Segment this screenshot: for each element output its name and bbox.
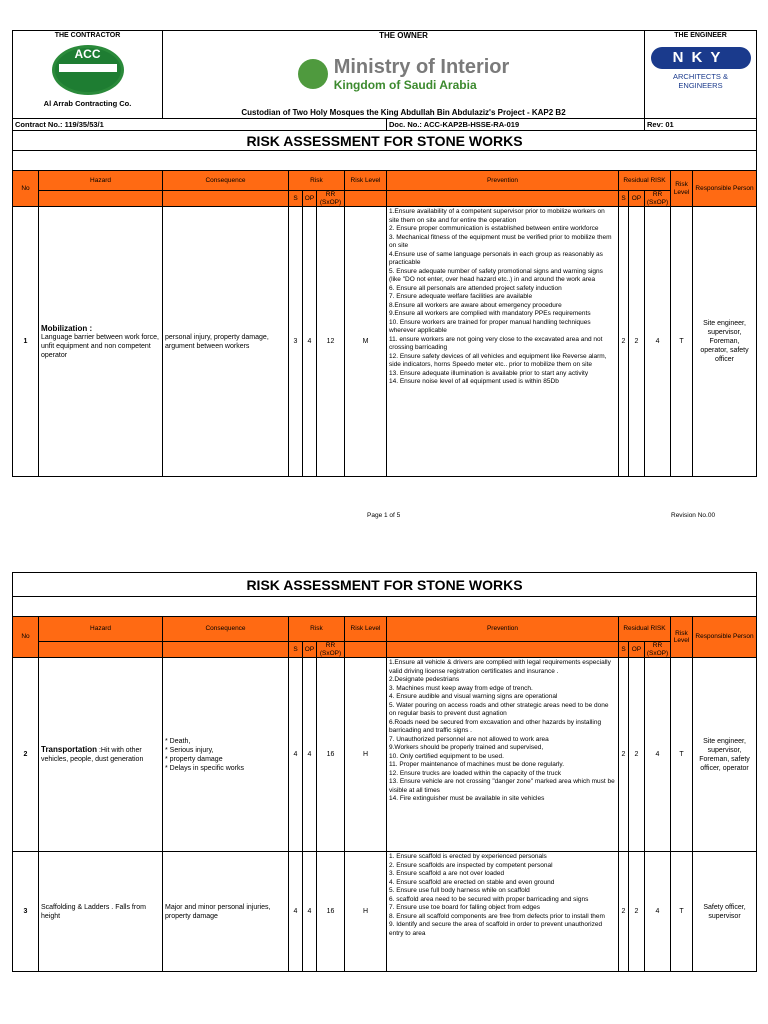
prevention-item: 5. Ensure use full body harness while on scaffold xyxy=(389,887,530,894)
col-prevention: Prevention xyxy=(387,171,619,191)
col-rr: RR (SxOP) xyxy=(645,191,671,207)
residual-risk-level: T xyxy=(671,207,693,477)
col-consequence: Consequence xyxy=(163,171,289,191)
occurrence-probability: 4 xyxy=(303,852,317,972)
hazard-cell xyxy=(39,658,163,852)
col-prevention: Prevention xyxy=(387,617,619,642)
col-s: S xyxy=(289,191,303,207)
owner-logo-cell xyxy=(163,41,645,107)
prevention-item: 5. Ensure adequate number of safety promotional signs and warning signs (like "DO not enter, over head hazard etc..) in and around the work area xyxy=(389,267,603,283)
engineer-subtitle: ARCHITECTS & ENGINEERS xyxy=(673,71,729,90)
risk-level: M xyxy=(345,207,387,477)
residual-risk-rating: 4 xyxy=(645,852,671,972)
prevention-item: 8.Ensure all workers are aware about emergency procedure xyxy=(389,301,562,309)
prevention-item: 6. Ensure all personals are attended project safety induction xyxy=(389,284,562,292)
page-title: RISK ASSESSMENT FOR STONE WORKS xyxy=(13,573,757,597)
prevention-cell xyxy=(387,852,619,972)
revision-number: Rev: 01 xyxy=(645,119,757,131)
col-responsible: Responsible Person xyxy=(693,617,757,658)
prevention-item: 9.Workers should be properly trained and supervised, xyxy=(389,744,544,751)
col-consequence: Consequence xyxy=(163,617,289,642)
nky-logo xyxy=(651,47,751,90)
page-title: RISK ASSESSMENT FOR STONE WORKS xyxy=(13,131,757,151)
col-op: OP xyxy=(303,191,317,207)
prevention-item: 10. Only certified equipment to be used. xyxy=(389,752,504,760)
spacer-row xyxy=(13,151,757,171)
row-number: 1 xyxy=(13,207,39,477)
prevention-item: 14. Fire extinguisher must be available in site vehicles xyxy=(389,795,545,802)
page-one xyxy=(12,30,756,477)
residual-occurrence: 2 xyxy=(629,658,645,852)
prevention-item: 7. Ensure use toe board for falling object from edges xyxy=(389,904,541,911)
col-rr: RR (SxOP) xyxy=(317,642,345,658)
col-s: S xyxy=(289,642,303,658)
consequence-cell: Major and minor personal injuries, property damage xyxy=(163,852,289,972)
prevention-item: 13. Ensure adequate illumination is available prior to start any activity xyxy=(389,369,589,377)
saudi-emblem-icon xyxy=(298,59,328,89)
risk-table-page-two xyxy=(12,572,757,972)
col-risk-level: Risk Level xyxy=(345,171,387,191)
risk-rating: 12 xyxy=(317,207,345,477)
col-hazard: Hazard xyxy=(39,617,163,642)
consequence-cell: personal injury, property damage, argument between workers xyxy=(163,207,289,477)
residual-occurrence: 2 xyxy=(629,852,645,972)
row-number: 2 xyxy=(13,658,39,852)
col-residual-risk: Residual RISK xyxy=(619,171,671,191)
col-op: OP xyxy=(629,191,645,207)
severity: 4 xyxy=(289,852,303,972)
col-no: No xyxy=(13,171,39,207)
residual-risk-level: T xyxy=(671,658,693,852)
owner-label: THE OWNER xyxy=(163,31,645,41)
prevention-item: 7. Ensure adequate welfare facilities are available xyxy=(389,293,533,300)
responsible-person: Safety officer, supervisor xyxy=(693,852,757,972)
col-s: S xyxy=(619,191,629,207)
prevention-item: 3. Mechanical fitness of the equipment must be verified prior to mobilize them on site xyxy=(389,233,612,249)
prevention-item: 9. Identify and secure the area of scaffold in order to prevent unauthorized entry to area xyxy=(389,921,603,937)
col-rr: RR (SxOP) xyxy=(317,191,345,207)
page-two xyxy=(12,572,756,972)
prevention-item: 1. Ensure scaffold is erected by experienced personals xyxy=(389,853,547,860)
severity: 4 xyxy=(289,658,303,852)
hazard-text: Language barrier between work force, unfit equipment and non competent operator xyxy=(41,333,159,359)
risk-rating: 16 xyxy=(317,852,345,972)
row-number: 3 xyxy=(13,852,39,972)
prevention-item: 8. Ensure all scaffold components are free from defects prior to install them xyxy=(389,912,605,920)
table-row xyxy=(13,207,757,477)
prevention-item: 6. scaffold area need to be secured with proper barricading and signs xyxy=(389,895,589,903)
prevention-item: 2. Ensure scaffolds are inspected by competent personal xyxy=(389,861,553,869)
contractor-cell xyxy=(13,41,163,119)
acc-logo xyxy=(52,45,124,95)
table-row xyxy=(13,852,757,972)
document-number: Doc. No.: ACC-KAP2B-HSSE-RA-019 xyxy=(387,119,645,131)
prevention-cell xyxy=(387,658,619,852)
spacer-row xyxy=(13,597,757,617)
col-risk-level-2: Risk Level xyxy=(671,171,693,207)
consequence-cell: * Death, * Serious injury, * property damage * Delays in specific works xyxy=(163,658,289,852)
prevention-item: 4. Ensure scaffold are erected on stable and even ground xyxy=(389,878,555,886)
ministry-subtitle: Kingdom of Saudi Arabia xyxy=(333,77,477,92)
occurrence-probability: 4 xyxy=(303,207,317,477)
col-s: S xyxy=(619,642,629,658)
prevention-item: 3. Machines must keep away from edge of trench. xyxy=(389,684,533,692)
document-header-table xyxy=(12,30,757,477)
col-hazard: Hazard xyxy=(39,171,163,191)
page-number: Page 1 of 5 xyxy=(367,512,401,519)
col-op: OP xyxy=(303,642,317,658)
prevention-item: 1.Ensure availability of a competent supervisor prior to mobilize workers on site them on site and for entire the operation xyxy=(389,208,605,224)
hazard-text: Scaffolding & Ladders . Falls from height xyxy=(41,903,146,920)
prevention-item: 1.Ensure all vehicle & drivers are complied with legal requirements especially valid driving license registration certificates and insurance . xyxy=(389,659,611,675)
responsible-person: Site engineer, supervisor, Foreman, safety officer, operator xyxy=(693,658,757,852)
prevention-item: 9.Ensure all workers are complied with mandatory PPEs requirements xyxy=(389,310,591,317)
risk-level: H xyxy=(345,852,387,972)
prevention-item: 6.Roads need be secured from excavation and other hazards by installing barricading and traffic signs . xyxy=(389,718,602,734)
residual-severity: 2 xyxy=(619,207,629,477)
contractor-label: THE CONTRACTOR xyxy=(13,31,163,41)
prevention-item: 2.Designate pedestrians xyxy=(389,676,460,683)
contract-number: Contract No.: 119/35/53/1 xyxy=(13,119,387,131)
risk-rating: 16 xyxy=(317,658,345,852)
contractor-name: Al Arrab Contracting Co. xyxy=(43,98,132,108)
occurrence-probability: 4 xyxy=(303,658,317,852)
risk-level: H xyxy=(345,658,387,852)
prevention-item: 4. Ensure audible and visual warning signs are operational xyxy=(389,693,558,700)
severity: 3 xyxy=(289,207,303,477)
prevention-item: 11. ensure workers are not going very close to the excavated area and not crossing barricading xyxy=(389,335,603,351)
prevention-item: 3. Ensure scaffold a are not over loaded xyxy=(389,870,505,877)
residual-risk-level: T xyxy=(671,852,693,972)
hazard-title: Mobilization : xyxy=(41,323,93,333)
col-rr: RR (SxOP) xyxy=(645,642,671,658)
col-risk-level: Risk Level xyxy=(345,617,387,642)
engineer-cell xyxy=(645,41,757,119)
residual-severity: 2 xyxy=(619,658,629,852)
col-responsible: Responsible Person xyxy=(693,171,757,207)
responsible-person: Site engineer, supervisor, Foreman, operator, safety officer xyxy=(693,207,757,477)
prevention-item: 13. Ensure vehicle are not crossing "danger zone" marked area which must be visible at all times xyxy=(389,778,615,794)
prevention-item: 11. Proper maintenance of machines must be done regularly. xyxy=(389,761,564,768)
residual-risk-rating: 4 xyxy=(645,207,671,477)
prevention-item: 12. Ensure trucks are loaded within the capacity of the truck xyxy=(389,769,561,777)
prevention-item: 2. Ensure proper communication is established between entire workforce xyxy=(389,225,599,232)
prevention-item: 7. Unauthorized personnel are not allowed to work area xyxy=(389,735,549,743)
residual-occurrence: 2 xyxy=(629,207,645,477)
hazard-cell xyxy=(39,852,163,972)
prevention-item: 10. Ensure workers are trained for proper manual handling techniques wherever applicable xyxy=(389,318,591,334)
residual-severity: 2 xyxy=(619,852,629,972)
ministry-logo xyxy=(165,51,642,97)
ministry-title: Ministry of Interior xyxy=(333,55,510,78)
table-row xyxy=(13,658,757,852)
project-name: Custodian of Two Holy Mosques the King Abdullah Bin Abdulaziz's Project - KAP2 B2 xyxy=(163,107,645,119)
col-no: No xyxy=(13,617,39,658)
col-residual-risk: Residual RISK xyxy=(619,617,671,642)
prevention-item: 14. Ensure noise level of all equipment used is within 85Db xyxy=(389,378,559,385)
hazard-text: :Hit with other vehicles, people, dust generation xyxy=(41,747,144,763)
prevention-item: 5. Water pouring on access roads and other strategic areas need to be done on regular basis to prevent dust agnation xyxy=(389,701,609,717)
col-risk-level-2: Risk Level xyxy=(671,617,693,658)
prevention-cell xyxy=(387,207,619,477)
hazard-title: Transportation xyxy=(41,745,98,754)
prevention-item: 12. Ensure safety devices of all vehicles and equipment like Reverse alarm, side indicators, horns Speedo meter etc.. prior to mobilize them on site xyxy=(389,352,607,368)
col-risk: Risk xyxy=(289,171,345,191)
engineer-label: THE ENGINEER xyxy=(645,31,757,41)
col-op: OP xyxy=(629,642,645,658)
revision-footer: Revision No.00 xyxy=(671,512,716,519)
residual-risk-rating: 4 xyxy=(645,658,671,852)
nky-logo-letters: NKY xyxy=(651,47,751,69)
col-risk: Risk xyxy=(289,617,345,642)
prevention-item: 4.Ensure use of same language personals in each group as reasonably as practicable xyxy=(389,250,603,266)
hazard-cell xyxy=(39,207,163,477)
acc-logo-letters: ACC xyxy=(74,46,101,61)
